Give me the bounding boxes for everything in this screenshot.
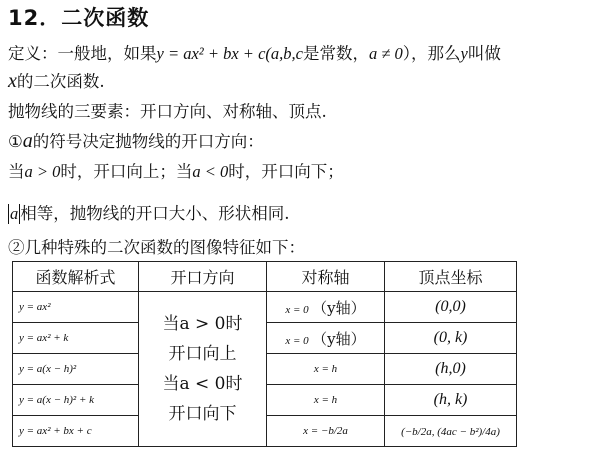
axis-cell <box>267 292 385 323</box>
direction-line: 当a < 0时 <box>162 374 243 394</box>
rule-1-line <box>8 128 264 153</box>
rule-variable: a <box>22 130 33 152</box>
formula-cell: y = ax² + k <box>13 323 139 354</box>
axis-note: （y轴） <box>312 329 366 348</box>
rule-text: 当 <box>8 162 25 181</box>
definition-formula: y = ax² + bx + c(a,b,c <box>156 44 303 63</box>
axis-equation: x = 0 <box>285 303 309 316</box>
axis-equation: x = 0 <box>285 334 309 347</box>
rule-text: 的符号决定抛物线的开口方向： <box>32 132 264 151</box>
axis-cell: x = h <box>267 354 385 385</box>
direction-cell <box>139 292 267 447</box>
vertex-cell: (0, k) <box>385 323 517 354</box>
formula-cell: y = a(x − h)² + k <box>13 385 139 416</box>
section-title: 12．二次函数 <box>8 6 150 30</box>
header-axis: 对称轴 <box>267 262 385 292</box>
rule-text: 相等，抛物线的开口大小、形状相同. <box>20 204 290 223</box>
definition-text: 的二次函数. <box>16 72 105 91</box>
formula-cell: y = ax² + bx + c <box>13 416 139 447</box>
axis-cell: x = −b/2a <box>267 416 385 447</box>
table-header-row <box>13 262 517 292</box>
table-row <box>13 292 517 323</box>
definition-text: 是常数， <box>302 44 369 63</box>
formula-cell: y = a(x − h)² <box>13 354 139 385</box>
header-vertex: 顶点坐标 <box>385 262 517 292</box>
definition-text: 叫做 <box>467 44 501 63</box>
definition-text: ），那么 <box>402 44 461 63</box>
vertex-formula: (−b/2a, (4ac − b²)/4a) <box>401 426 500 438</box>
features-table <box>12 261 517 447</box>
axis-cell <box>267 323 385 354</box>
abs-a: a <box>10 204 19 223</box>
direction-line: 开口向下 <box>168 404 237 424</box>
definition-variable: y <box>460 44 468 63</box>
axis-note: （y轴） <box>312 298 366 317</box>
definition-line-1 <box>8 40 501 64</box>
elements-line: 抛物线的三要素：开口方向、对称轴、顶点. <box>8 102 327 121</box>
header-formula: 函数解析式 <box>13 262 139 292</box>
formula-cell: y = ax² <box>13 292 139 323</box>
axis-cell: x = h <box>267 385 385 416</box>
rule-condition: a > 0 <box>24 162 61 181</box>
rule-condition: a < 0 <box>192 162 229 181</box>
rule-3-line: ②几种特殊的二次函数的图像特征如下： <box>8 238 305 257</box>
definition-variable: x <box>8 70 17 92</box>
rule-2-line <box>8 200 290 224</box>
direction-line: 当a > 0时 <box>162 314 243 334</box>
rule-text: 时，开口向上；当 <box>60 162 193 181</box>
rule-1-detail-line <box>8 158 344 182</box>
definition-text: 定义：一般地，如果 <box>8 44 157 63</box>
vertex-cell: (0,0) <box>385 292 517 323</box>
vertex-cell: (h,0) <box>385 354 517 385</box>
vertex-cell: (h, k) <box>385 385 517 416</box>
rule-text: 时，开口向下； <box>228 162 344 181</box>
vertex-cell <box>385 416 517 447</box>
definition-condition: a ≠ 0 <box>368 44 403 63</box>
direction-line: 开口向上 <box>168 344 237 364</box>
rule-number: ① <box>8 132 23 151</box>
definition-line-2 <box>8 68 105 93</box>
header-direction: 开口方向 <box>139 262 267 292</box>
